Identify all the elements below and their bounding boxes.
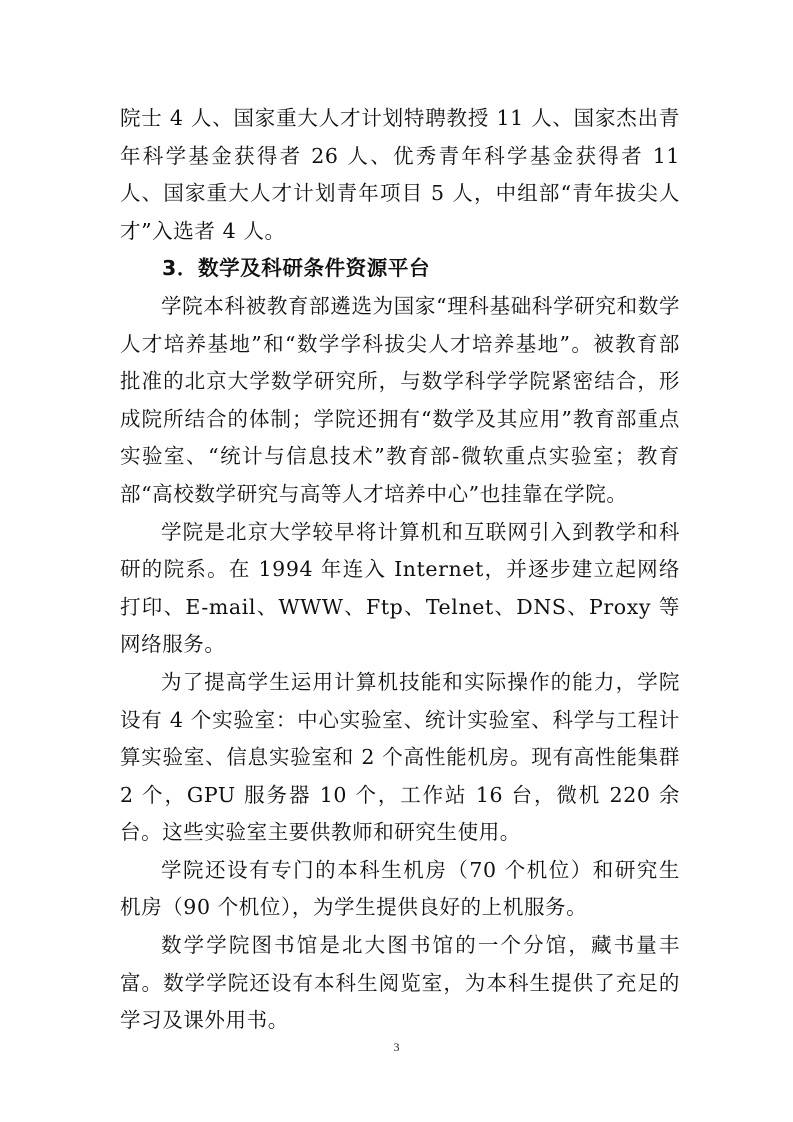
section-heading: 3．数学及科研条件资源平台 xyxy=(162,256,431,281)
paragraph-student-machine-rooms: 学院还设有专门的本科生机房（70 个机位）和研究生机房（90 个机位），为学生提供良好的上机服务。 xyxy=(120,857,680,920)
paragraph-computing-history: 学院是北京大学较早将计算机和互联网引入到教学和科研的院系。在 1994 年连入 Internet，并逐步建立起网络打印、E-mail、WWW、Ftp、Telnet、DNS、Proxy 等网络服务。 xyxy=(120,519,680,657)
document-body xyxy=(120,100,680,1040)
paragraph-library: 数学学院图书馆是北大图书馆的一个分馆，藏书量丰富。数学学院还设有本科生阅览室，为本科生提供了充足的学习及课外用书。 xyxy=(120,933,680,1033)
paragraph-talent-summary: 院士 4 人、国家重大人才计划特聘教授 11 人、国家杰出青年科学基金获得者 26 人、优秀青年科学基金获得者 11 人、国家重大人才计划青年项目 5 人，中组部“青年拔尖人才”入选者 4 人。 xyxy=(120,106,680,243)
paragraph-base-and-labs: 学院本科被教育部遴选为国家“理科基础科学研究和数学人才培养基地”和“数学学科拔尖人才培养基地”。被教育部批准的北京大学数学研究所，与数学科学学院紧密结合，形成院所结合的体制；学院还拥有“数学及其应用”教育部重点实验室、“统计与信息技术”教育部-微软重点实验室；教育部“高校数学研究与高等人才培养中心”也挂靠在学院。 xyxy=(120,293,680,506)
page-number: 3 xyxy=(393,1040,400,1054)
paragraph-laboratories: 为了提高学生运用计算机技能和实际操作的能力，学院设有 4 个实验室：中心实验室、统计实验室、科学与工程计算实验室、信息实验室和 2 个高性能机房。现有高性能集群 2 个，GPU 服务器 10 个，工作站 16 台，微机 220 余台。这些实验室主要供教师和研究生使用。 xyxy=(120,669,680,845)
